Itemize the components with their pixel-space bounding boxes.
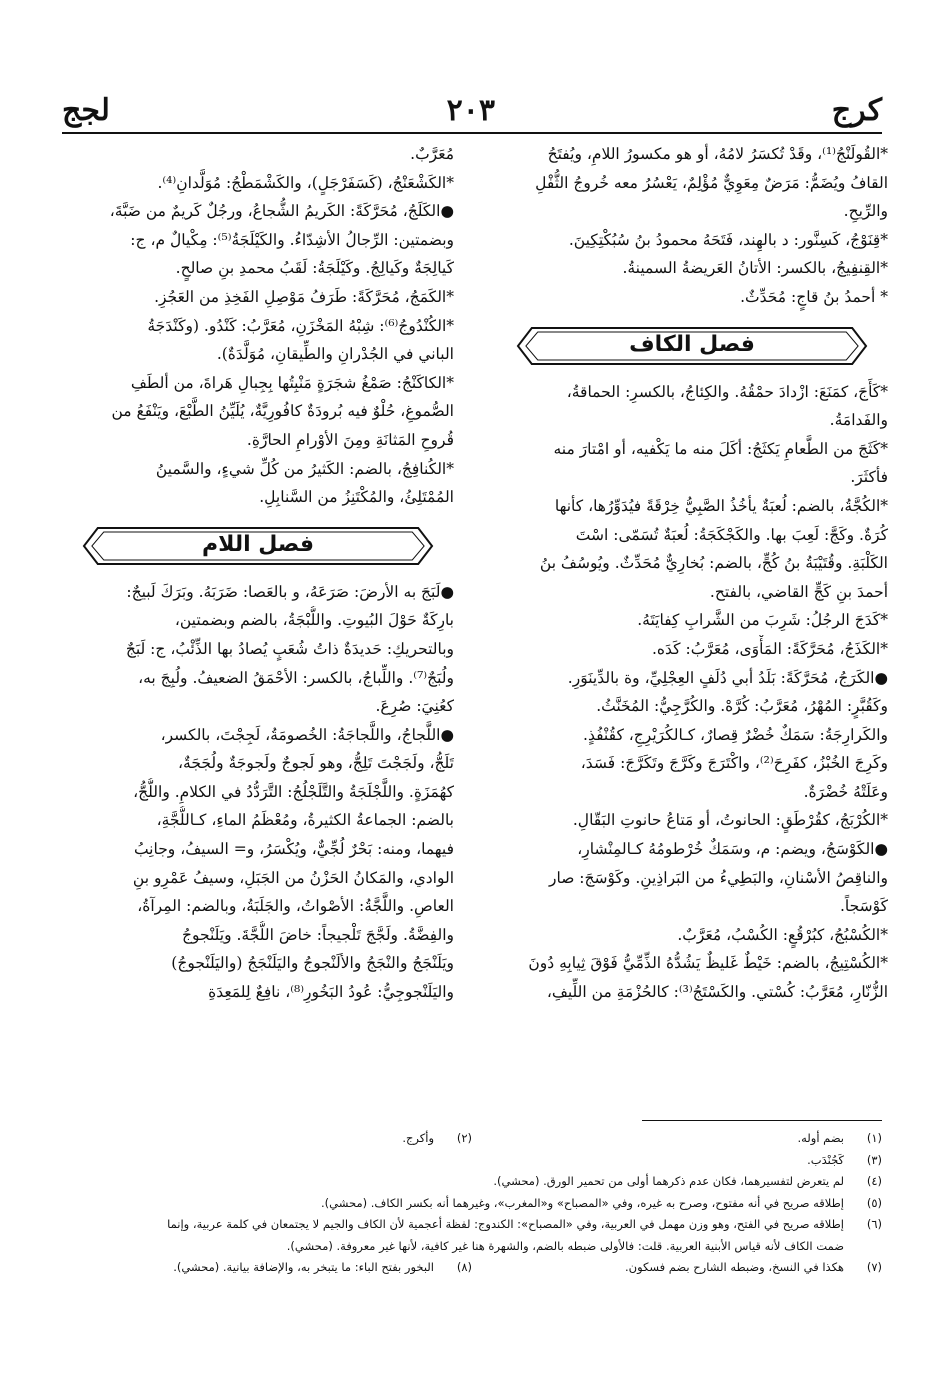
footnote-6	[62, 1214, 882, 1236]
entry-line: *الكُرْبَجُ، كقُرْطَقٍ: الحانوتُ، أو مَتاعُ حانوتِ البَقّالِ.	[572, 811, 888, 830]
entry-line: ●لَبَجَ به الأرضَ: صَرَعَهُ، و بالعَصا: ضَرَبَهُ. وبَرَكَ لَبيجٌ:	[126, 582, 454, 601]
footnote-number: (٤)	[866, 1174, 882, 1188]
footnote-5	[62, 1193, 882, 1215]
entry-line: العاصِ. واللَّجَّةُ: الأصْواتُ، والجَلَبَةُ، وبالضم: المِرآةُ،	[137, 897, 454, 916]
footnote-text: لم يتعرض لتفسيرهما، فكان عدم ذكرهما أولى من تحمير الورق. (محشي).	[493, 1174, 844, 1188]
entry-line: أحمدَ بنِ كَجٍّ القاضي، بالفتح.	[709, 582, 888, 601]
entry-line: *الكاكَنْجُ: صَمْغُ شجَرَةٍ مَنْبِتُها بِجِبالِ هَراةَ، من ألطَفِ	[130, 373, 454, 392]
entry-line: ويَلَنْجَجُ والنْجَجُ والألَنْجوجُ واليَلَنْجَجُ (واليَلَنْجوجُ)	[171, 954, 454, 973]
footnote-text: هكذا في النسخ، وضبطه الشارح بضم فسكون.	[624, 1260, 844, 1274]
footnote-1	[472, 1128, 882, 1150]
footnote-text: وأكرج.	[402, 1131, 434, 1145]
entry-line: بارِكَةٌ حَوْلَ البُيوتِ. واللُّبْجَةُ، بالضم وبضمتين،	[174, 611, 454, 630]
footnote-7	[472, 1257, 882, 1279]
entry-line: فيهما، ومنه: بَحْرٌ لُجِّيٌّ، ويُكْسَرُ، و= السيفُ، وجانِبُ	[133, 840, 454, 859]
entry-line: قُروحِ المَثانَةِ ومِنَ الأوْرامِ الحارَّةِ.	[246, 430, 454, 449]
entry-line: *الكُنافِجُ، بالضم: الكَثيرُ من كُلِّ شيءٍ، والسَّمينُ	[155, 459, 454, 478]
entry-line: والفِضَّةُ. ولَجَّجَ تَلْجيجاً: خاضَ اللُّجَّةَ. ويَلَنْجوجُ	[181, 925, 454, 944]
footnotes	[62, 1128, 882, 1279]
entry-line: *الكَذَجُ، مُحَرَّكَةً: المَأْوَى، مُعَرَّبُ: كَدَه.	[651, 639, 888, 658]
entry-line: وعَلَتْهُ خُضْرَةٌ.	[803, 782, 888, 801]
entry-line: الباني في الجُدْرانِ والطِّيقانِ، مُوَلَّدَةٌ).	[216, 345, 454, 364]
entry-line: *الكُسْتِيجُ، بالضم: خَيْطٌ غَليظٌ يَشُدُّهُ الذِّمِّيُّ فَوْقَ ثِيابِهِ دُونَ	[528, 954, 888, 973]
footnote-number: (٣)	[866, 1152, 882, 1167]
entry-line: كَيالِجَةٌ وكَيالِجُ. وكَيْلَجَةُ: لَقَبُ محمدِ بنِ صالحٍ.	[175, 259, 454, 278]
footnote-number: (٢)	[456, 1131, 472, 1145]
entry-line: الصُّموغِ، حُلْوٌ فيه بُرودَةٌ كافُورِيَّةٌ، يُلَيِّنُ الطَّبْعَ، ويَنْفَعُ من	[111, 402, 454, 421]
footnote-text: البخور بفتح الباء: ما يتبخر به، والإضافة بيانية. (محشي).	[173, 1260, 434, 1274]
entry-line: الوادي، والمَكانُ الحَزْنُ من الجَبَلِ، وسيفُ عَمْرِو بنِ	[132, 868, 454, 887]
entry-line: الزُّنّارِ، مُعَرَّبُ: كُسْتي. والكَسْتَجُ⁽³⁾: كالحُزْمَةِ من اللِّيفِ،	[546, 983, 888, 1002]
entry-line: *كَدَجَ الرجُلُ: شَرِبَ من الشَّرابِ كِفايَتَهُ.	[637, 611, 888, 630]
footnote-pair	[62, 1128, 882, 1150]
entry-line: *كَثَجَ من الطَّعامِ يَكثَجُ: أكَلَ منه ما يَكْفيه، أو امْتارَ منه	[553, 439, 888, 458]
entry-line: بالضم: الجماعةُ الكثيرةُ، ومُعْظَمُ الماءِ، كـاللُّجَّةِ،	[156, 811, 454, 830]
entry-line: ●الكَلَجُ، مُحَرَّكَةً: الكَريمُ الشُّجاعُ، ورجُلٌ كَريمٌ من ضَبَّةَ،	[109, 202, 454, 221]
entry-line: ●الكَرَجُ، مُحَرَّكَةً: بَلَدُ أبي دُلَفٍ العِجْلِيِّ، وة بالدِّينَوَرِ.	[567, 668, 888, 687]
entry-line: *قِنَوْجُ، كَسِنَّور: د بالهِند، فَتَحَهُ محمودُ بنُ سُبُكْتِكِينَ.	[568, 230, 888, 249]
entry-line: ولُبَجٌ⁽⁷⁾. واللِّباجُ، بالكسر: الأحْمَقُ الضعيفُ. ولُبِجَ به،	[138, 668, 454, 687]
footnote-pair	[62, 1257, 882, 1279]
entry-line: والناقِصُ الأسْنانِ، والبَطِيءُ من البَراذِينِ. وكَوْسَجَ: صار	[549, 868, 888, 887]
entry-line: وبالتحريكِ: حَديدَةٌ ذاتُ شُعَبٍ يُصادُ بها الذِّئْبُ، ج: لَبَجٌ	[125, 639, 454, 658]
footnote-text: ضمت الكاف لأنه قياس الأبنية العربية. قلت: فالأولى ضبطه بالضم، والشهرة هنا غير كافية، لأنها غير معروفة. (محشي).	[286, 1238, 844, 1253]
entry-line: وكَرِجَ الخُبْزُ، كفَرِحَ⁽²⁾، واكْتَرَجَ وكَرَّجَ وتَكَرَّجَ: فَسَدَ،	[580, 754, 888, 773]
entry-line: كَوْسَجاً.	[839, 897, 888, 916]
footnote-text: إطلاقه صريح في الفتح، وهو وزن مهمل في العربية، وفي «المصباح»: الكندوج: لفظة أعجمية لأن الكاف والجيم لا يجتمعان في كلمة عربية، وإنما	[167, 1217, 844, 1231]
page-number: ٢٠٣	[446, 93, 496, 128]
entry-line: *كَأَجَ، كمَنَعَ: ازْدادَ حمْقُهُ. والكِئاجُ، بالكسرِ: الحماقةُ،	[566, 382, 888, 401]
entry-line: * أحمدُ بنُ قاجٍ: مُحَدِّثٌ.	[740, 287, 888, 306]
entry-line: فأكثَرَ.	[850, 468, 888, 487]
entry-line: والفَدامَةُ.	[829, 411, 888, 430]
entry-line: المُمْتَلِئُ، والمُكْتَنِزُ من السَّنابِلِ.	[259, 488, 454, 507]
right-column-top-entries	[496, 140, 888, 312]
footnote-text: كَجُنْدَب.	[807, 1152, 844, 1167]
section-heading-lam	[80, 524, 436, 568]
footnote-number: (٧)	[866, 1260, 882, 1274]
entry-line: واليَلَنْجوجِيُّ: عُودُ البَخُورِ⁽⁸⁾، نافِعٌ لِلمَعِدَةِ	[208, 983, 454, 1002]
footnote-3	[62, 1150, 882, 1172]
header-left-word: لجج	[62, 93, 110, 128]
entry-line: *الكَشْعَنْجُ، (كَسَفَرْجَلٍ)، والكَشْمَطْجُ: مُوَلَّدانِ⁽⁴⁾.	[157, 173, 454, 192]
footnote-4	[62, 1171, 882, 1193]
left-column	[62, 140, 454, 1007]
footnote-divider	[642, 1120, 882, 1121]
page-header	[62, 84, 882, 134]
entry-line: *الكُجَّةُ، بالضم: لُعبَةٌ يأخُذُ الصَّبِيُّ خِرْقَةً فيُدَوِّرُها، كأنها	[554, 496, 888, 515]
right-column-bottom-entries	[496, 378, 888, 1007]
entry-line: كهُمَزَةٍ. واللَّجْلَجَةُ والتَّلَجْلُجُ: التَّرَدُّدُ في الكلامِ. واللُّجُّ،	[133, 782, 454, 801]
footnote-2	[62, 1128, 472, 1150]
left-column-bottom-entries	[62, 578, 454, 1007]
header-right-word: كرج	[831, 93, 882, 128]
entry-line: والرِّيحِ.	[843, 202, 888, 221]
section-heading-kaf	[514, 324, 870, 368]
entry-line: ●الكَوْسَجُ، ويضم: م، وسَمَكٌ خُرْطومُهُ كـالمِنْشارِ،	[577, 840, 888, 859]
entry-line: وبضمتين: الرِّجالُ الأشِدّاءُ. والكَيْلَجَةُ⁽⁵⁾: مِكْيالٌ م، ج:	[130, 230, 454, 249]
footnote-8	[62, 1257, 472, 1279]
entry-line: مُعَرَّبٌ.	[410, 145, 454, 163]
left-column-top-entries	[62, 140, 454, 512]
entry-line: *الكُسْبُجُ، كبُرْقُعٍ: الكُسْبُ، مُعَرَّبٌ.	[677, 925, 888, 944]
entry-line: كعُنِيَ: صُرِعَ.	[375, 697, 454, 716]
entry-line: تَلَجُّ، ولَجَجْتَ تَلِجُّ، وهو لَجوجٌ ولَجوجَةٌ ولُجَجَةٌ،	[178, 754, 454, 773]
entry-line: وكَقُبَّرٍ: المُهْرُ، مُعَرَّبُ: كُرَّهْ. والكُرَّجِيُّ: المُخَنَّثُ.	[596, 697, 888, 716]
footnote-text: بضم أوله.	[797, 1131, 844, 1145]
entry-line: كُرَةٌ. وكَجَّ: لَعِبَ بها. والكَجْكَجَةُ: لُعبَةٌ تُسَمّى: اسْتَ	[575, 525, 888, 544]
footnote-number: (٦)	[866, 1217, 882, 1231]
entry-line: الكَلْبَةِ. وقُتَيْبَةُ بنُ كُجٍّ، بالضم: بُخارِيٌّ مُحَدِّثٌ. ويُوسُفُ بنُ	[539, 554, 888, 573]
entry-line: *الكَمَجُ، مُحَرَّكَةً: طَرَفُ مَوْصِلِ الفَخِذِ من العَجُزِ.	[154, 287, 454, 306]
footnote-number: (٥)	[866, 1195, 882, 1210]
right-column	[496, 140, 888, 1007]
footnote-number: (٨)	[456, 1260, 472, 1274]
footnote-text: إطلاقه صريح في أنه مفتوح، وصرح به غيره، وفي «المصباح» و«المغرب»، وغيرهما أنه بكسر الكاف. (محشي).	[321, 1195, 844, 1210]
footnote-6-continued	[62, 1236, 882, 1258]
entry-line: ●اللَّجاجُ، واللَّجاجَةُ: الخُصومَةُ، لَجِجْتَ، بالكسر،	[160, 725, 454, 744]
section-title: فصل الكاف	[629, 332, 755, 358]
entry-line: *الكُنْدُوجُ⁽⁶⁾: شِبْهُ المَخْزَنِ، مُعَرَّبُ: كَنْدُو. (وكَنْدَجَةُ	[147, 316, 454, 335]
entry-line: القافُ ويُضَمُّ: مَرَضٌ مِعَوِيٌّ مُؤْلِمٌ، يَعْسُرُ معه خُروجُ الثُّفْلِ	[535, 173, 888, 192]
entry-line: والكَرارِجَةُ: سَمَكٌ خُضْرٌ قِصارٌ، كـالكُرَيْرِجِ، كقُنْفُذٍ.	[583, 725, 888, 744]
footnote-number: (١)	[866, 1131, 882, 1145]
entry-line: *القُولَنْجُ⁽¹⁾، وقَدْ تُكسَرُ لامُهُ، أو هو مكسورُ اللامِ، ويُفتَحُ	[547, 145, 888, 163]
entry-line: *القِنفِيجُ، بالكسر: الأتانُ العَريضةُ السمينةُ.	[622, 259, 888, 278]
section-title: فصل اللام	[202, 532, 315, 558]
